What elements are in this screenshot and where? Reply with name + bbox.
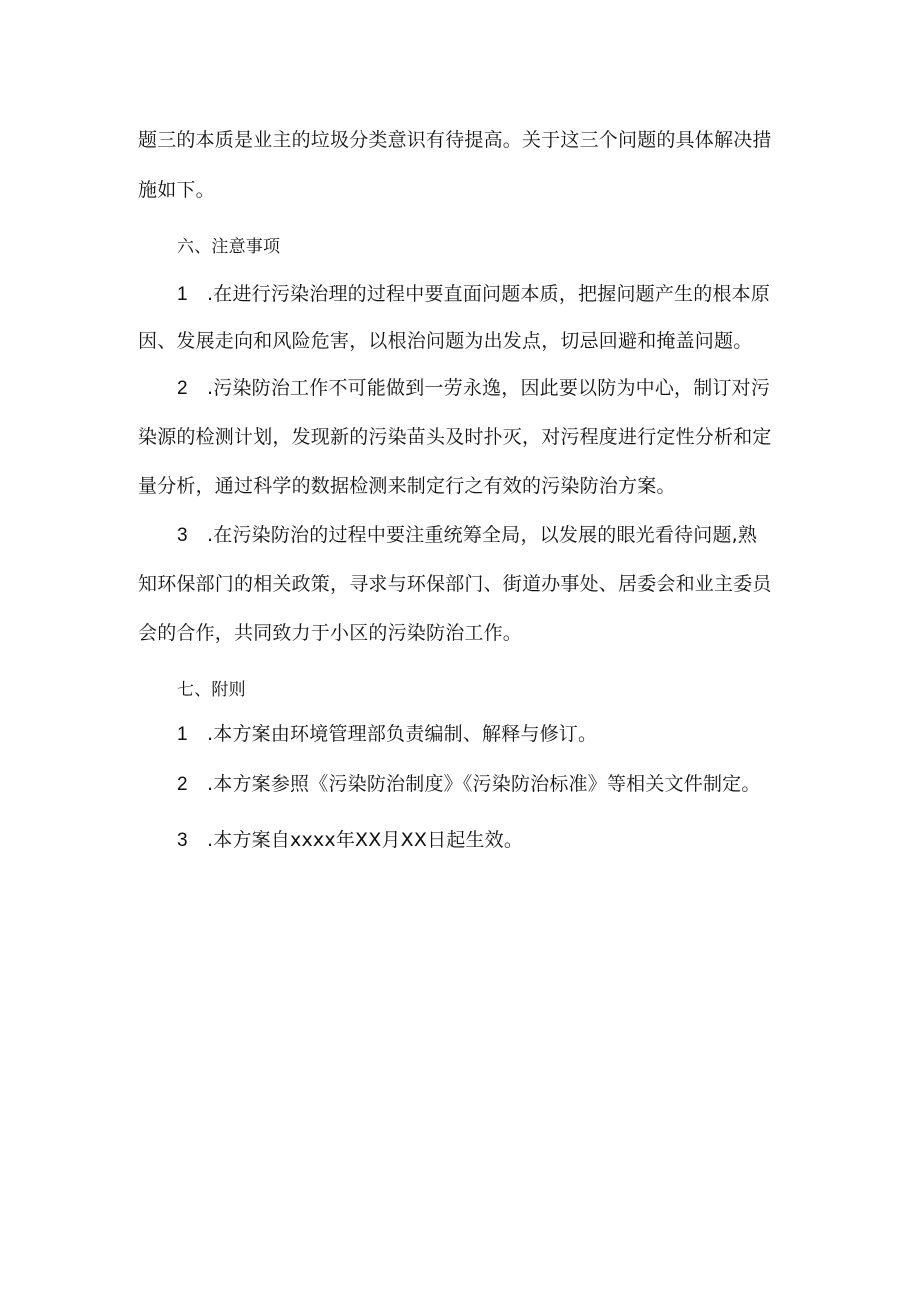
section-6-item-1-line-1 [177,280,837,309]
item-text: .污染防治工作不可能做到一劳永逸，因此要以防为中心，制订对污 [207,377,771,399]
section-7-item-1 [177,720,837,749]
item-text: .本方案由环境管理部负责编制、解释与修订。 [207,723,598,745]
item-text: .本方案自xxxx年XX月XX日起生效。 [207,829,524,851]
item-number: 1 [177,284,188,305]
section-6-item-2-line-1 [177,374,837,403]
item-number: 2 [177,378,188,399]
item-text: .本方案参照《污染防治制度》《污染防治标准》等相关文件制定。 [207,773,761,795]
item-text: .在污染防治的过程中要注重统筹全局，以发展的眼光看待问题,熟 [207,524,758,546]
item-number: 3 [177,525,188,546]
section-6-item-3-line-1 [177,521,837,550]
item-number: 1 [177,724,188,745]
item-text: .在进行污染治理的过程中要直面问题本质，把握问题产生的根本原 [207,283,771,305]
section-7-heading: 七、附则 [177,680,246,700]
section-6-item-3-line-3: 会的合作，共同致力于小区的污染防治工作。 [138,622,523,644]
section-6-item-1-line-2: 因、发展走向和风险危害，以根治问题为出发点，切忌回避和掩盖问题。 [138,330,753,352]
item-number: 3 [177,830,188,851]
section-6-heading: 六、注意事项 [177,237,281,257]
section-6-item-2-line-2: 染源的检测计划，发现新的污染苗头及时扑灭，对污程度进行定性分析和定 [138,426,772,448]
intro-line-2: 施如下。 [138,179,215,201]
section-7-item-3 [177,826,837,855]
section-7-item-2 [177,770,837,799]
intro-line-1: 题三的本质是业主的垃圾分类意识有待提高。关于这三个问题的具体解决措 [138,129,772,151]
section-6-item-3-line-2: 知环保部门的相关政策，寻求与环保部门、街道办事处、居委会和业主委员 [138,573,772,595]
item-number: 2 [177,774,188,795]
section-6-item-2-line-3: 量分析，通过科学的数据检测来制定行之有效的污染防治方案。 [138,475,676,497]
